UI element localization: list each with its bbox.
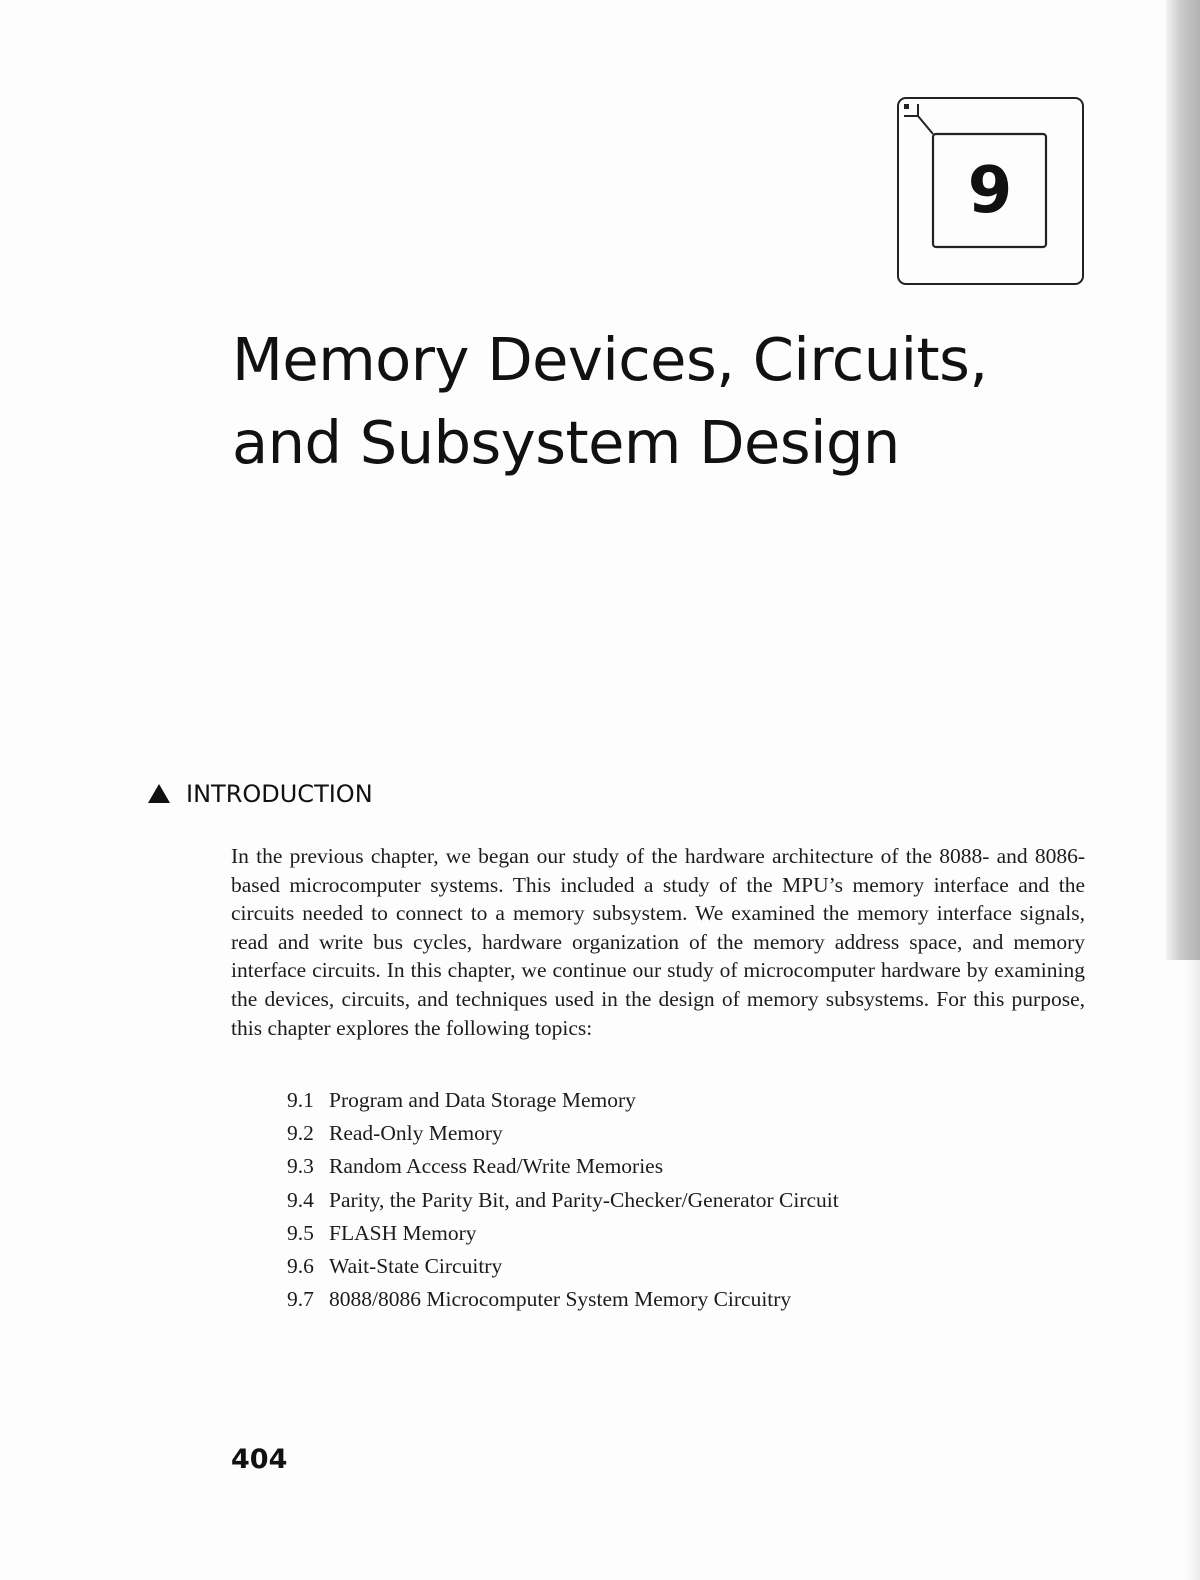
list-item	[287, 1251, 839, 1284]
topic-number: 9.7	[287, 1287, 314, 1312]
topic-text: Wait-State Circuitry	[329, 1253, 503, 1278]
topic-text: Random Access Read/Write Memories	[329, 1154, 664, 1179]
topic-number: 9.1	[287, 1088, 314, 1112]
chapter-title	[232, 318, 1112, 484]
topic-text: Parity, the Parity Bit, and Parity-Checker/Generator Circuit	[329, 1187, 839, 1212]
list-item	[287, 1185, 839, 1218]
topic-text: Program and Data Storage Memory	[329, 1088, 636, 1112]
chapter-title-line-1: Memory Devices, Circuits,	[232, 325, 988, 394]
topic-number: 9.6	[287, 1253, 314, 1278]
topic-text: 8088/8086 Microcomputer System Memory Circuitry	[329, 1287, 792, 1312]
topic-text: FLASH Memory	[329, 1220, 477, 1245]
topic-number: 9.2	[287, 1121, 314, 1146]
list-item	[287, 1284, 839, 1317]
page-number: 404	[231, 1444, 288, 1475]
scan-edge-shadow-lower	[1186, 960, 1200, 1580]
scan-edge-shadow	[1166, 0, 1200, 960]
list-item	[287, 1218, 839, 1251]
chapter-title-line-2: and Subsystem Design	[232, 408, 900, 477]
list-item	[287, 1151, 839, 1184]
list-item	[287, 1085, 839, 1118]
topic-number: 9.5	[287, 1220, 314, 1245]
triangle-bullet-icon	[148, 784, 170, 803]
intro-paragraph: In the previous chapter, we began our study of the hardware architecture of the 8088- and 8086-based microcomputer systems. This included a study of the MPU’s memory interface and the circuits needed to connect to a memory subsystem. We examined the memory interface signals, read and write bus cycles, hardware organization of the memory address space, and memory interface circuits. In this chapter, we continue our study of microcomputer hardware by examining the devices, circuits, and techniques used in the design of memory subsystems. For this purpose, this chapter explores the following topics:	[231, 844, 1085, 1040]
topic-list	[287, 1085, 839, 1317]
list-item	[287, 1118, 839, 1151]
section-heading-text: INTRODUCTION	[186, 780, 373, 808]
section-heading	[148, 780, 373, 808]
chapter-number: 9	[967, 154, 1013, 228]
topic-number: 9.4	[287, 1187, 314, 1212]
topic-text: Read-Only Memory	[329, 1121, 503, 1146]
topic-number: 9.3	[287, 1154, 314, 1179]
